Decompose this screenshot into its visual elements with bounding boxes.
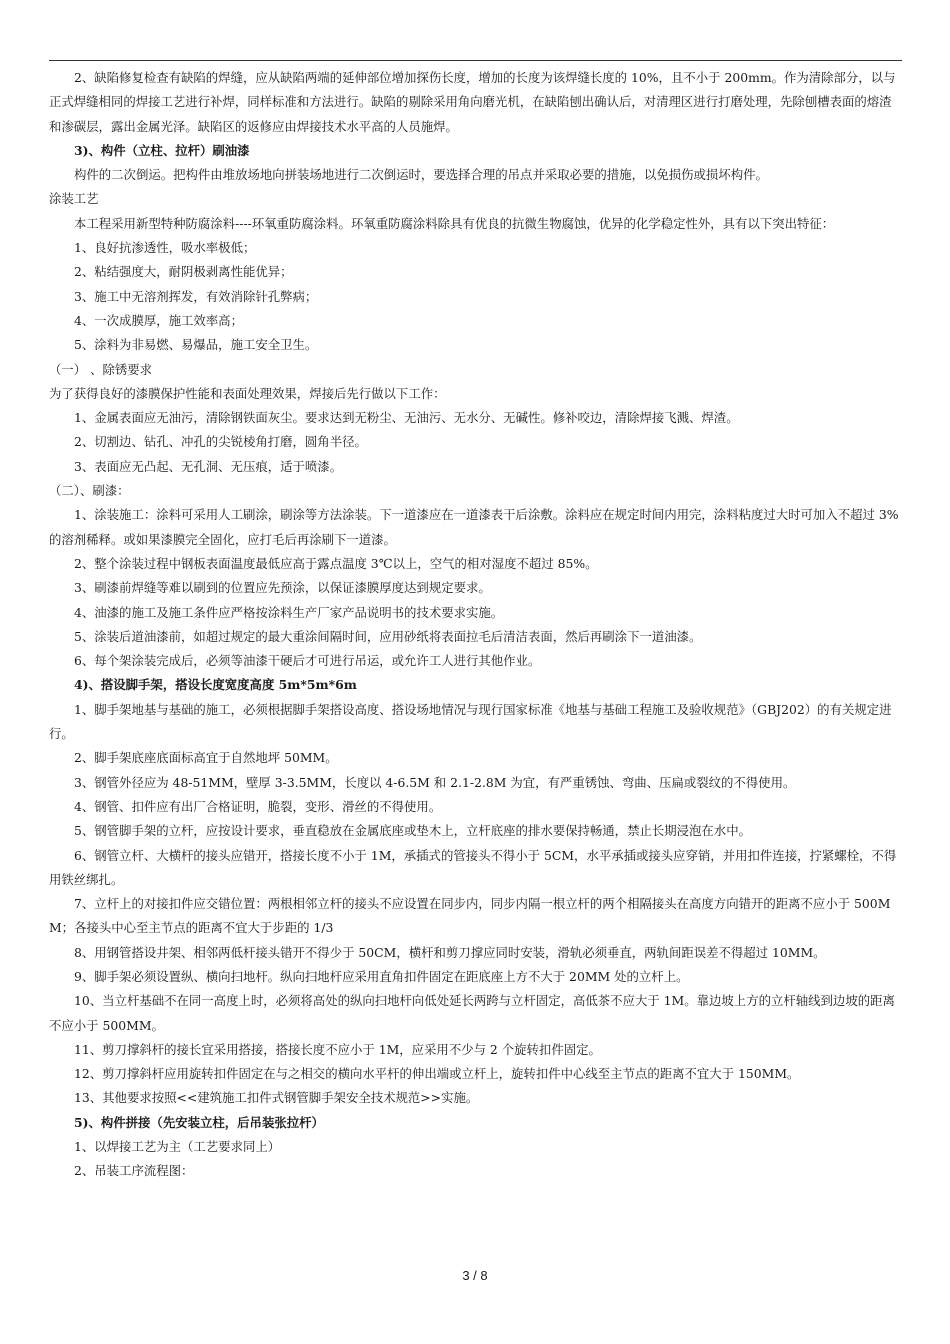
paragraph: 5、涂装后道油漆前，如超过规定的最大重涂间隔时间，应用砂纸将表面拉毛后清洁表面，然后再刷涂下一道油漆。 <box>74 628 702 644</box>
paragraph: 涂装工艺 <box>49 191 99 207</box>
paragraph: 11、剪刀撑斜杆的接长宜采用搭接，搭接长度不应小于 1M，应采用不少与 2 个旋转扣件固定。 <box>74 1041 601 1057</box>
paragraph: 1、脚手架地基与基础的施工，必须根据脚手架搭设高度、搭设场地情况与现行国家标准《地基与基础工程施工及验收规范》（GBJ202）的有关规定进行。 <box>49 701 892 742</box>
paragraph: 4、油漆的施工及施工条件应严格按涂料生产厂家产品说明书的技术要求实施。 <box>74 604 504 620</box>
paragraph: 2、缺陷修复检查有缺陷的焊缝，应从缺陷两端的延伸部位增加探伤长度，增加的长度为该焊缝长度的 10%，且不小于 200mm。作为清除部分，以与正式焊缝相同的焊接工艺进行补焊，同样标准和方法进行。缺陷的剔除采用角向磨光机，在缺陷刨出确认后，对清理区进行打磨处理，先除刨槽表面的熔渣和渗碳层，露出金属光泽。缺陷区的返修应由焊接技术水平高的人员施焊。 <box>49 70 896 134</box>
paragraph: 12、剪刀撑斜杆应用旋转扣件固定在与之相交的横向水平杆的伸出端或立杆上，旋转扣件中心线至主节点的距离不宜大于 150MM。 <box>74 1066 800 1082</box>
paragraph: （一） 、除锈要求 <box>49 361 153 377</box>
paragraph: 1、以焊接工艺为主（工艺要求同上） <box>74 1139 281 1155</box>
paragraph: 6、每个架涂装完成后，必须等油漆干硬后才可进行吊运，或允许工人进行其他作业。 <box>74 653 541 669</box>
paragraph: 2、整个涂装过程中钢板表面温度最低应高于露点温度 3℃以上，空气的相对湿度不超过 85%。 <box>74 555 598 571</box>
section-heading: 5)、构件拼接（先安装立柱，后吊装张拉杆） <box>74 1114 324 1130</box>
paragraph: 3、钢管外径应为 48-51MM，壁厚 3-3.5MM，长度以 4-6.5M 和 2.1-2.8M 为宜，有严重锈蚀、弯曲、压扁或裂纹的不得使用。 <box>74 774 796 790</box>
paragraph: 1、涂装施工：涂料可采用人工刷涂，刷涂等方法涂装。下一道漆应在一道漆表干后涂敷。涂料应在规定时间内用完，涂料粘度过大时可加入不超过 3%的溶剂稀释。或如果漆膜完全固化，应打毛后再涂刷下一道漆。 <box>49 507 899 547</box>
paragraph: 2、切割边、钻孔、冲孔的尖锐棱角打磨，圆角半径。 <box>74 434 367 450</box>
paragraph: 3、表面应无凸起、无孔洞、无压痕，适于喷漆。 <box>74 458 343 474</box>
paragraph: 5、涂料为非易燃、易爆品，施工安全卫生。 <box>74 337 318 353</box>
paragraph: 为了获得良好的漆膜保护性能和表面处理效果，焊接后先行做以下工作： <box>49 385 446 401</box>
paragraph: 构件的二次倒运。把构件由堆放场地向拼装场地进行二次倒运时，要选择合理的吊点并采取必要的措施，以免损伤或损坏构件。 <box>74 167 768 183</box>
paragraph: 10、当立杆基础不在同一高度上时，必须将高处的纵向扫地杆向低处延长两跨与立杆固定，高低茶不应大于 1M。靠边坡上方的立杆轴线到边坡的距离不应小于 500MM。 <box>49 993 895 1033</box>
paragraph: 7、立杆上的对接扣件应交错位置：两根相邻立杆的接头不应设置在同步内，同步内隔一根立杆的两个相隔接头在高度方向错开的距离不应小于 500MM；各接头中心至主节点的距离不宜大于步距的 1/3 <box>49 896 891 936</box>
page-number: 3 / 8 <box>462 1268 488 1283</box>
section-heading: 3)、构件（立柱、拉杆）刷油漆 <box>74 142 250 158</box>
paragraph: 6、钢管立杆、大横杆的接头应错开，搭接长度不小于 1M，承插式的管接头不得小于 5CM，水平承插或接头应穿销，并用扣件连接，拧紧螺栓，不得用铁丝绑扎。 <box>49 847 897 887</box>
paragraph: 2、粘结强度大，耐阴极剥离性能优异； <box>74 264 293 280</box>
paragraph: 9、脚手架必须设置纵、横向扫地杆。纵向扫地杆应采用直角扣件固定在距底座上方不大于 20MM 处的立杆上。 <box>74 968 689 984</box>
paragraph: 4、钢管、扣件应有出厂合格证明，脆裂，变形、滑丝的不得使用。 <box>74 798 442 814</box>
paragraph: （二）、刷漆： <box>49 483 130 499</box>
paragraph: 1、金属表面应无油污，清除钢铁面灰尘。要求达到无粉尘、无油污、无水分、无碱性。修补咬边，清除焊接飞溅、焊渣。 <box>74 410 739 426</box>
paragraph: 2、吊装工序流程图： <box>74 1163 194 1179</box>
paragraph: 3、施工中无溶剂挥发，有效消除针孔弊病； <box>74 288 318 304</box>
paragraph: 4、一次成膜厚，施工效率高； <box>74 312 243 328</box>
paragraph: 8、用钢管搭设井架、相邻两低杆接头错开不得少于 50CM，横杆和剪刀撑应同时安装，滑轨必须垂直，两轨间距误差不得超过 10MM。 <box>74 944 826 960</box>
paragraph: 2、脚手架底座底面标高宜于自然地坪 50MM。 <box>74 750 338 766</box>
section-heading: 4)、搭设脚手架，搭设长度宽度高度 5m*5m*6m <box>74 677 357 693</box>
document-body <box>49 66 902 1184</box>
paragraph: 13、其他要求按照<<建筑施工扣件式钢管脚手架安全技术规范>>实施。 <box>74 1090 479 1106</box>
paragraph: 本工程采用新型特种防腐涂料----环氧重防腐涂料。环氧重防腐涂料除具有优良的抗微生物腐蚀，优异的化学稳定性外，具有以下突出特征： <box>74 215 835 231</box>
paragraph: 3、刷漆前焊缝等难以刷到的位置应先预涂，以保证漆膜厚度达到规定要求。 <box>74 580 491 596</box>
header-rule <box>49 60 902 61</box>
paragraph: 1、良好抗渗透性，吸水率极低； <box>74 240 256 256</box>
paragraph: 5、钢管脚手架的立杆，应按设计要求，垂直稳放在金属底座或垫木上，立杆底座的排水要保持畅通，禁止长期浸泡在水中。 <box>74 823 751 839</box>
